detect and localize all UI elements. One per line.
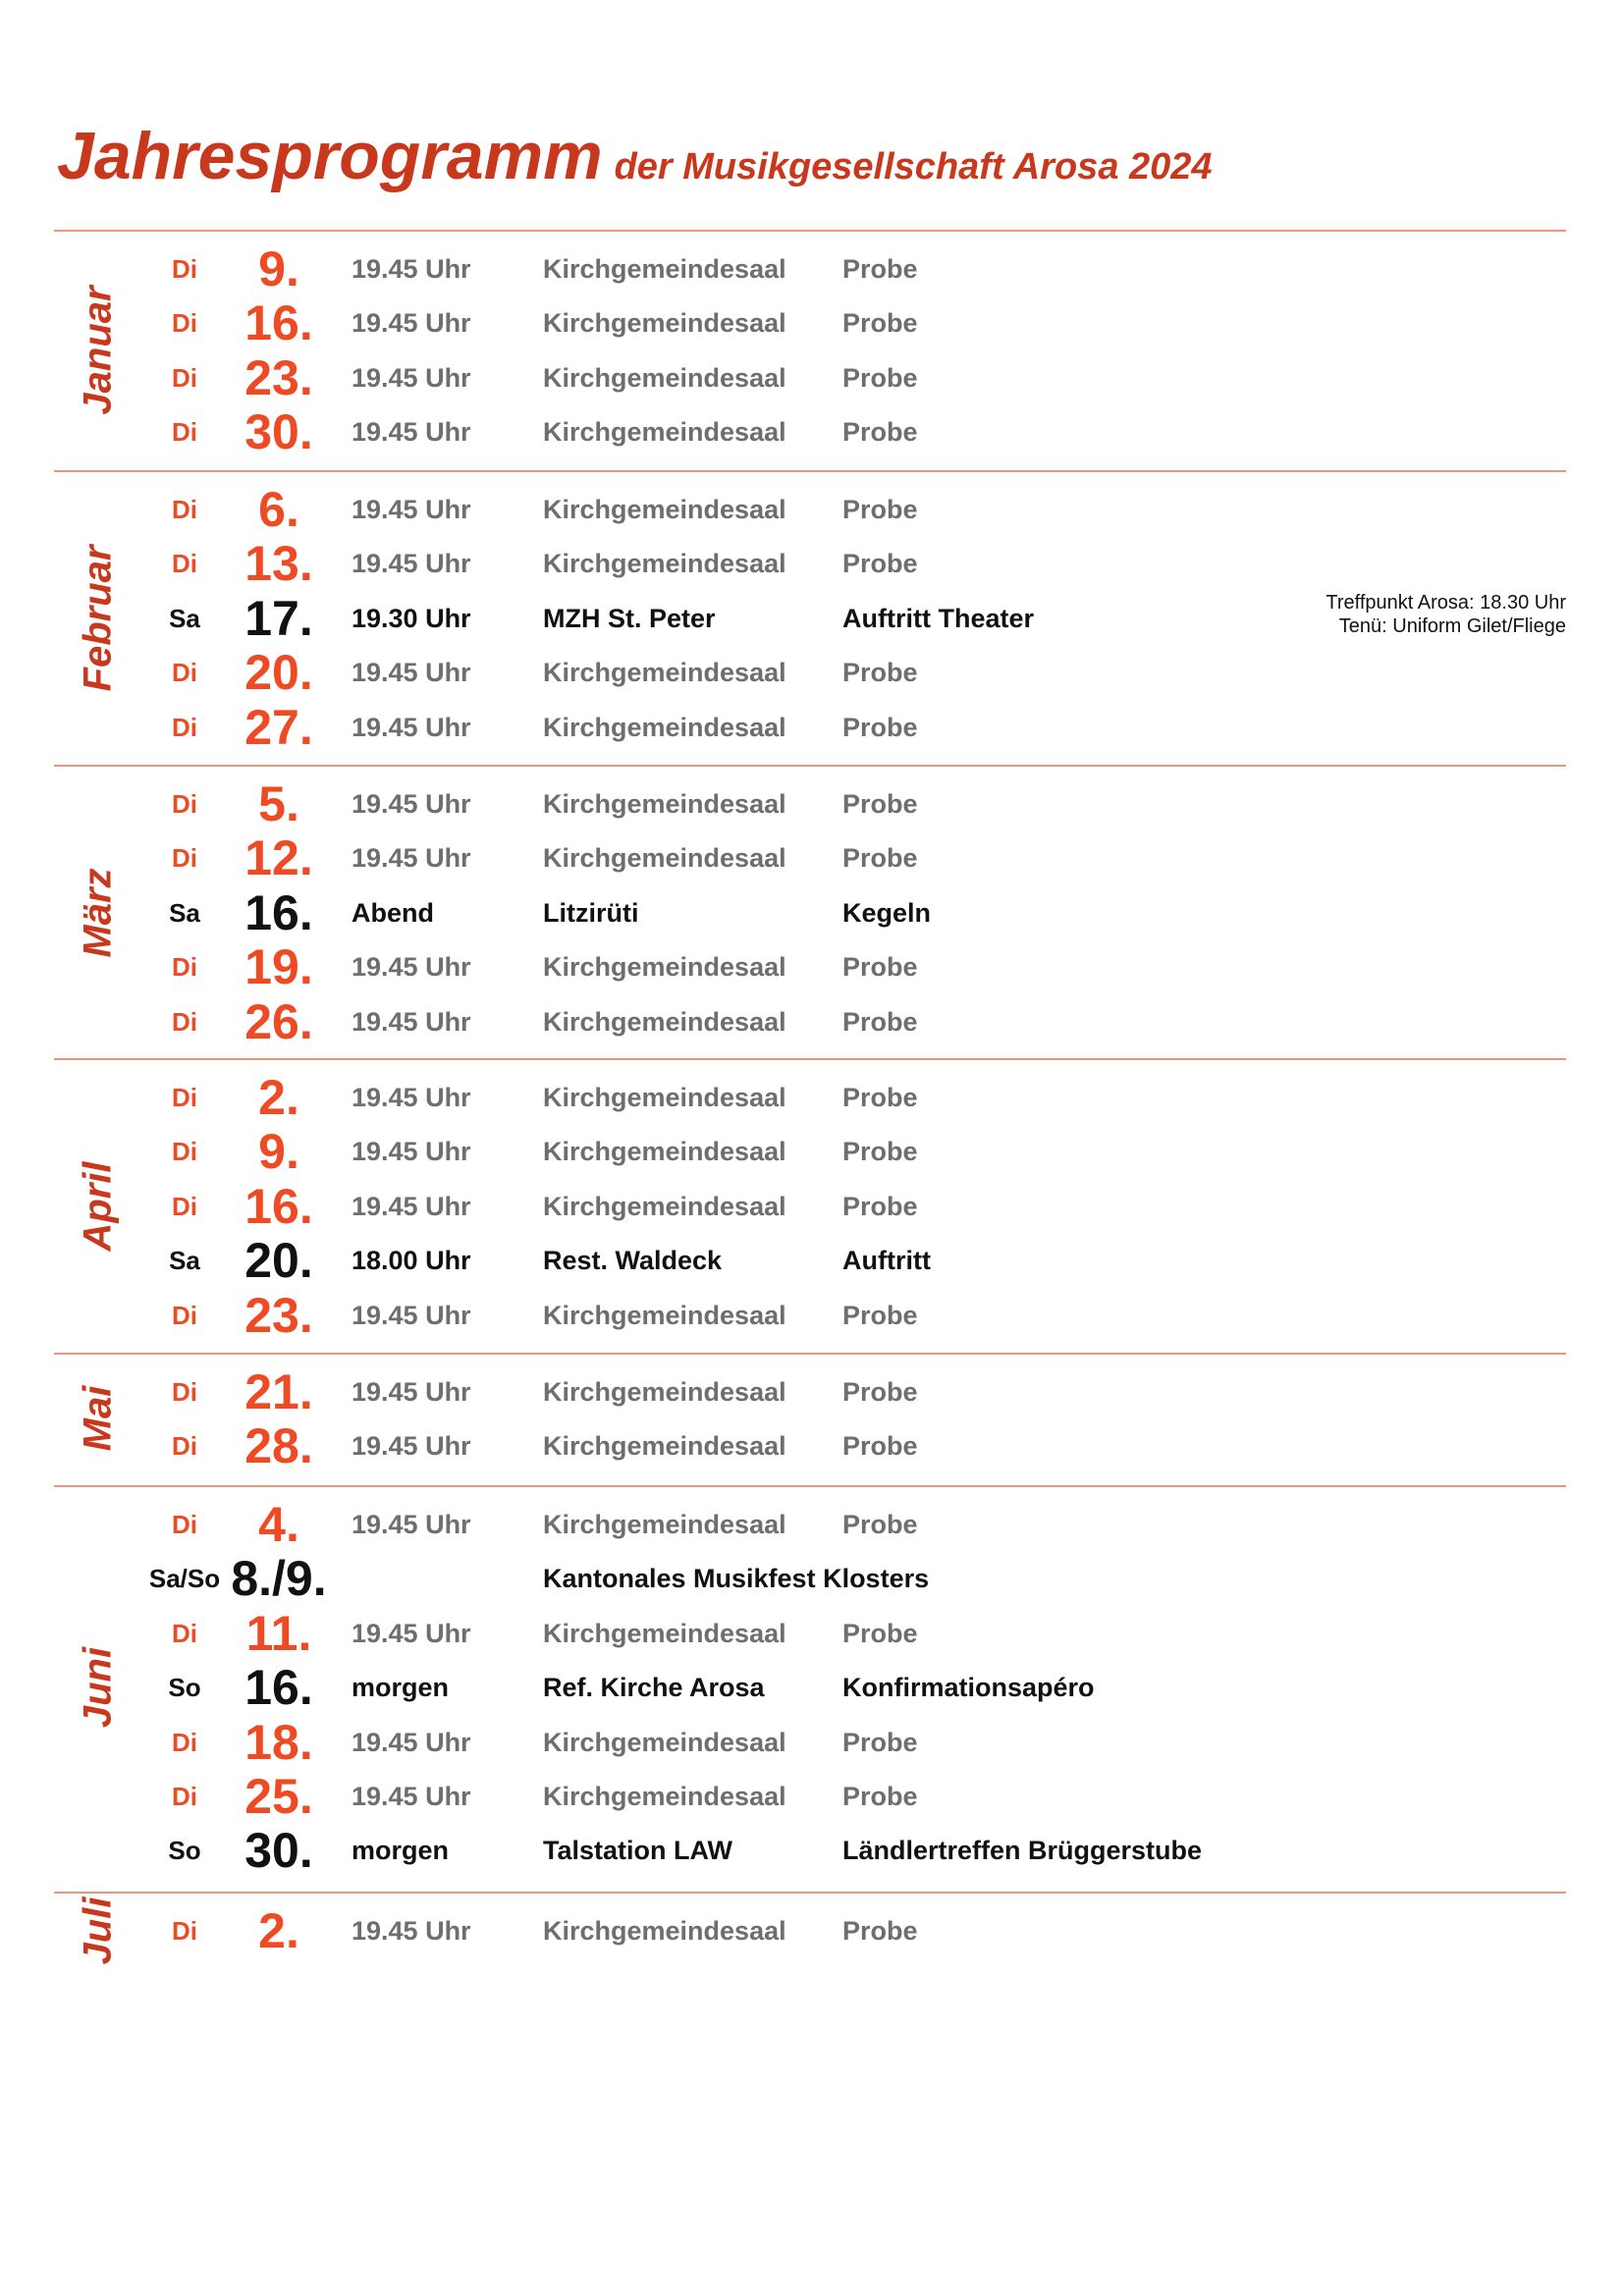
event-time: 19.45 Uhr bbox=[352, 789, 471, 819]
month-name: Juli bbox=[76, 1896, 120, 1965]
event-row bbox=[0, 1769, 1623, 1824]
event-place: Kirchgemeindesaal bbox=[543, 1618, 786, 1648]
event-row bbox=[0, 1497, 1623, 1552]
weekday: Di bbox=[172, 1191, 197, 1221]
event-place: Kirchgemeindesaal bbox=[543, 1727, 786, 1757]
note-line: Tenü: Uniform Gilet/Fliege bbox=[1338, 614, 1566, 637]
event-title: Probe bbox=[842, 658, 918, 688]
event-time: 18.00 Uhr bbox=[352, 1246, 471, 1276]
event-row bbox=[0, 295, 1623, 350]
month-name: Januar bbox=[76, 286, 120, 415]
day-number: 17. bbox=[244, 590, 313, 646]
event-title: Ländlertreffen Brüggerstube bbox=[842, 1836, 1203, 1866]
event-row bbox=[0, 536, 1623, 591]
month-separator bbox=[54, 765, 1566, 767]
weekday: Di bbox=[172, 308, 197, 339]
weekday: Di bbox=[172, 362, 197, 393]
weekday: Di bbox=[172, 1300, 197, 1330]
event-place: Kirchgemeindesaal bbox=[543, 1191, 786, 1221]
event-time: 19.45 Uhr bbox=[352, 362, 471, 393]
event-time: 19.45 Uhr bbox=[352, 549, 471, 579]
day-number: 12. bbox=[244, 830, 313, 886]
month-name: April bbox=[76, 1160, 120, 1252]
event-title: Probe bbox=[842, 308, 918, 339]
event-place: Kirchgemeindesaal bbox=[543, 1377, 786, 1407]
event-place: Kirchgemeindesaal bbox=[543, 549, 786, 579]
event-time: 19.45 Uhr bbox=[352, 1727, 471, 1757]
event-row bbox=[0, 1288, 1623, 1343]
day-number: 20. bbox=[244, 1233, 313, 1289]
event-row bbox=[0, 830, 1623, 885]
day-number: 18. bbox=[244, 1714, 313, 1770]
event-place: Kirchgemeindesaal bbox=[543, 789, 786, 819]
month-separator bbox=[54, 230, 1566, 232]
month-name: Juni bbox=[76, 1646, 120, 1729]
event-row bbox=[0, 1364, 1623, 1419]
event-time: 19.45 Uhr bbox=[352, 712, 471, 742]
event-time: 19.45 Uhr bbox=[352, 1916, 471, 1946]
event-place: Kirchgemeindesaal bbox=[543, 712, 786, 742]
day-number: 16. bbox=[244, 884, 313, 940]
event-time: morgen bbox=[352, 1836, 450, 1866]
event-title: Probe bbox=[842, 254, 918, 284]
weekday: Di bbox=[172, 495, 197, 524]
event-title: Probe bbox=[842, 1618, 918, 1648]
event-title: Probe bbox=[842, 1431, 918, 1462]
event-place: Kirchgemeindesaal bbox=[543, 1300, 786, 1330]
weekday: Sa bbox=[169, 1246, 200, 1276]
event-row bbox=[0, 482, 1623, 537]
event-row bbox=[0, 350, 1623, 405]
weekday: Di bbox=[172, 1083, 197, 1112]
event-time: 19.45 Uhr bbox=[352, 1006, 471, 1037]
event-time: 19.30 Uhr bbox=[352, 603, 471, 633]
weekday: Di bbox=[172, 1727, 197, 1757]
event-row bbox=[0, 994, 1623, 1049]
event-place: Kirchgemeindesaal bbox=[543, 843, 786, 874]
event-title: Probe bbox=[842, 843, 918, 874]
event-time: 19.45 Uhr bbox=[352, 254, 471, 284]
day-number: 2. bbox=[258, 1070, 299, 1125]
event-row bbox=[0, 645, 1623, 700]
weekday: Di bbox=[172, 254, 197, 284]
title-sub: der Musikgesellschaft Arosa 2024 bbox=[614, 146, 1213, 187]
event-title: Probe bbox=[842, 495, 918, 524]
month-separator bbox=[54, 1058, 1566, 1060]
event-time: 19.45 Uhr bbox=[352, 843, 471, 874]
event-time: Abend bbox=[352, 897, 434, 928]
weekday: Di bbox=[172, 1618, 197, 1648]
day-number: 21. bbox=[244, 1364, 313, 1419]
weekday: Di bbox=[172, 417, 197, 448]
event-place: Kirchgemeindesaal bbox=[543, 308, 786, 339]
event-place: Kirchgemeindesaal bbox=[543, 1137, 786, 1167]
event-place: Kirchgemeindesaal bbox=[543, 1431, 786, 1462]
day-number: 13. bbox=[244, 536, 313, 592]
event-place: Kirchgemeindesaal bbox=[543, 254, 786, 284]
day-number: 9. bbox=[258, 1124, 299, 1180]
event-title: Auftritt bbox=[842, 1246, 931, 1276]
event-place: Ref. Kirche Arosa bbox=[543, 1673, 765, 1703]
weekday: Di bbox=[172, 549, 197, 579]
event-title: Probe bbox=[842, 1782, 918, 1811]
day-number: 25. bbox=[244, 1769, 313, 1824]
weekday: Di bbox=[172, 843, 197, 874]
event-place: Kirchgemeindesaal bbox=[543, 1083, 786, 1112]
event-place: Kirchgemeindesaal bbox=[543, 1782, 786, 1811]
event-title: Probe bbox=[842, 789, 918, 819]
event-time: 19.45 Uhr bbox=[352, 1618, 471, 1648]
event-row bbox=[0, 1660, 1623, 1715]
event-place: Kirchgemeindesaal bbox=[543, 1510, 786, 1539]
event-row bbox=[0, 241, 1623, 296]
day-number: 26. bbox=[244, 993, 313, 1049]
weekday: Di bbox=[172, 1377, 197, 1407]
event-place: Kirchgemeindesaal bbox=[543, 417, 786, 448]
day-number: 27. bbox=[244, 699, 313, 755]
weekday: Di bbox=[172, 952, 197, 983]
day-number: 20. bbox=[244, 645, 313, 701]
note-line: Treffpunkt Arosa: 18.30 Uhr bbox=[1325, 591, 1566, 614]
event-row bbox=[0, 1551, 1623, 1606]
weekday: Di bbox=[172, 1006, 197, 1037]
weekday: Di bbox=[172, 712, 197, 742]
event-time: 19.45 Uhr bbox=[352, 1782, 471, 1811]
weekday: Di bbox=[172, 658, 197, 688]
event-time: 19.45 Uhr bbox=[352, 1137, 471, 1167]
day-number: 30. bbox=[244, 404, 313, 460]
event-place: Kirchgemeindesaal bbox=[543, 952, 786, 983]
event-title: Probe bbox=[842, 1377, 918, 1407]
day-number: 23. bbox=[244, 1287, 313, 1343]
day-number: 23. bbox=[244, 349, 313, 405]
day-number: 16. bbox=[244, 1660, 313, 1716]
event-time: 19.45 Uhr bbox=[352, 658, 471, 688]
event-place: Rest. Waldeck bbox=[543, 1246, 723, 1276]
day-number: 28. bbox=[244, 1418, 313, 1474]
weekday: Sa/So bbox=[148, 1564, 221, 1594]
month-separator bbox=[54, 1892, 1566, 1894]
weekday: Di bbox=[172, 789, 197, 819]
event-time: morgen bbox=[352, 1673, 450, 1703]
event-time: 19.45 Uhr bbox=[352, 308, 471, 339]
weekday: Di bbox=[172, 1510, 197, 1539]
event-time: 19.45 Uhr bbox=[352, 1300, 471, 1330]
event-row bbox=[0, 700, 1623, 755]
event-row bbox=[0, 885, 1623, 940]
event-row bbox=[0, 1418, 1623, 1473]
event-row bbox=[0, 1070, 1623, 1125]
month-name: Februar bbox=[76, 545, 120, 691]
day-number: 8./9. bbox=[231, 1551, 327, 1607]
event-title: Probe bbox=[842, 1300, 918, 1330]
weekday: Di bbox=[172, 1916, 197, 1946]
event-title: Probe bbox=[842, 1006, 918, 1037]
event-place: MZH St. Peter bbox=[543, 603, 716, 633]
event-row bbox=[0, 1903, 1623, 1958]
event-time: 19.45 Uhr bbox=[352, 1431, 471, 1462]
event-note bbox=[1325, 591, 1566, 646]
day-number: 4. bbox=[258, 1497, 299, 1552]
weekday: Di bbox=[172, 1782, 197, 1811]
event-title: Probe bbox=[842, 417, 918, 448]
weekday: Di bbox=[172, 1137, 197, 1167]
weekday: So bbox=[168, 1673, 201, 1703]
event-place: Kirchgemeindesaal bbox=[543, 1916, 786, 1946]
weekday: Sa bbox=[169, 897, 200, 928]
day-number: 16. bbox=[244, 295, 313, 351]
event-title: Probe bbox=[842, 1137, 918, 1167]
month-name: März bbox=[76, 867, 120, 958]
event-title: Probe bbox=[842, 712, 918, 742]
event-title: Probe bbox=[842, 1510, 918, 1539]
event-place: Kirchgemeindesaal bbox=[543, 1006, 786, 1037]
event-place: Kirchgemeindesaal bbox=[543, 495, 786, 524]
event-title: Kegeln bbox=[842, 897, 932, 928]
event-title: Konfirmationsapéro bbox=[842, 1673, 1095, 1703]
day-number: 19. bbox=[244, 939, 313, 995]
event-title: Auftritt Theater bbox=[842, 603, 1034, 633]
event-row bbox=[0, 1715, 1623, 1770]
event-title: Probe bbox=[842, 1727, 918, 1757]
page-title bbox=[57, 118, 1213, 194]
day-number: 30. bbox=[244, 1823, 313, 1879]
event-time: 19.45 Uhr bbox=[352, 1377, 471, 1407]
event-time: 19.45 Uhr bbox=[352, 1083, 471, 1112]
month-separator bbox=[54, 470, 1566, 472]
event-title: Probe bbox=[842, 549, 918, 579]
event-row bbox=[0, 1233, 1623, 1288]
event-place: Kantonales Musikfest Klosters bbox=[543, 1564, 930, 1594]
event-row bbox=[0, 591, 1623, 646]
month-separator bbox=[54, 1353, 1566, 1355]
event-time: 19.45 Uhr bbox=[352, 495, 471, 524]
event-row bbox=[0, 404, 1623, 459]
event-time: 19.45 Uhr bbox=[352, 417, 471, 448]
event-title: Probe bbox=[842, 1916, 918, 1946]
event-row bbox=[0, 1124, 1623, 1179]
event-row bbox=[0, 1179, 1623, 1234]
event-time: 19.45 Uhr bbox=[352, 1510, 471, 1539]
month-separator bbox=[54, 1485, 1566, 1487]
event-place: Talstation LAW bbox=[543, 1836, 732, 1866]
event-place: Kirchgemeindesaal bbox=[543, 362, 786, 393]
event-time: 19.45 Uhr bbox=[352, 1191, 471, 1221]
event-title: Probe bbox=[842, 1083, 918, 1112]
event-place: Kirchgemeindesaal bbox=[543, 658, 786, 688]
event-row bbox=[0, 1823, 1623, 1878]
title-main: Jahresprogramm bbox=[57, 119, 603, 193]
day-number: 2. bbox=[258, 1903, 299, 1958]
event-title: Probe bbox=[842, 952, 918, 983]
weekday: Di bbox=[172, 1431, 197, 1462]
day-number: 16. bbox=[244, 1178, 313, 1234]
day-number: 5. bbox=[258, 776, 299, 831]
event-row bbox=[0, 1606, 1623, 1661]
event-title: Probe bbox=[842, 362, 918, 393]
event-time: 19.45 Uhr bbox=[352, 952, 471, 983]
weekday: So bbox=[168, 1836, 201, 1866]
weekday: Sa bbox=[169, 603, 200, 633]
day-number: 11. bbox=[245, 1605, 312, 1661]
event-title: Probe bbox=[842, 1191, 918, 1221]
event-row bbox=[0, 776, 1623, 831]
day-number: 9. bbox=[258, 241, 299, 296]
event-row bbox=[0, 939, 1623, 994]
event-place: Litzirüti bbox=[543, 897, 639, 928]
month-name: Mai bbox=[76, 1386, 120, 1452]
day-number: 6. bbox=[258, 482, 299, 537]
